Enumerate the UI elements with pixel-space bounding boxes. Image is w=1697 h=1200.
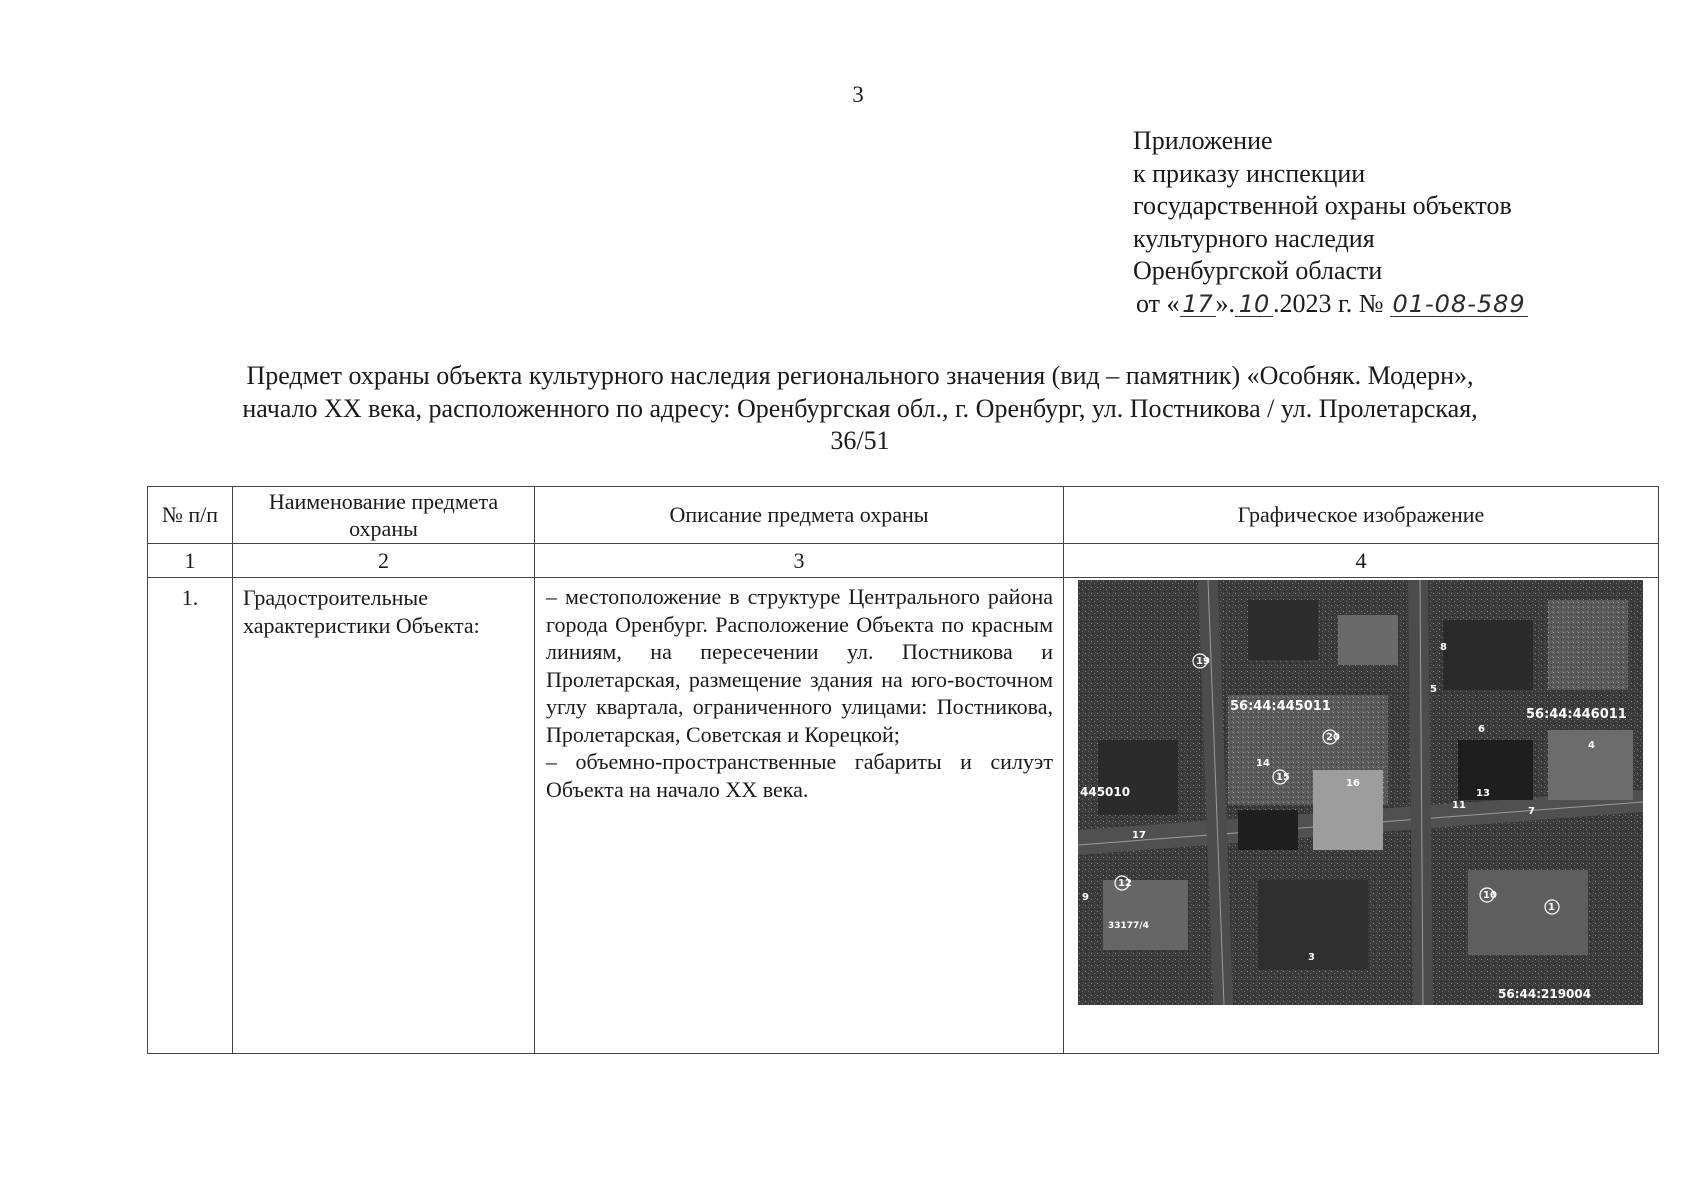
appendix-line: культурного наследия	[1133, 223, 1375, 253]
document-title	[150, 360, 1570, 458]
row-description	[535, 578, 1064, 1054]
header-no: № п/п	[148, 487, 233, 544]
order-line	[1136, 288, 1528, 321]
column-number: 1	[148, 544, 233, 578]
description-paragraph: – объемно-пространственные габариты и силуэт Объекта на начало XX века.	[546, 749, 1053, 802]
column-number: 3	[535, 544, 1064, 578]
order-month-handwritten: 10	[1235, 292, 1273, 317]
order-day-handwritten: 17	[1180, 292, 1216, 317]
building-number: 5	[1430, 684, 1437, 695]
building-number: 13	[1476, 788, 1490, 799]
building-number: 9	[1082, 892, 1089, 903]
building-number: 6	[1478, 724, 1485, 735]
page-number: 3	[852, 82, 864, 107]
header-name: Наименование предмета охраны	[233, 487, 535, 544]
building-number: 10	[1483, 890, 1497, 901]
aerial-map-image	[1078, 580, 1643, 1005]
title-line-3: 36/51	[830, 426, 890, 456]
column-number: 4	[1064, 544, 1659, 578]
building-number: 8	[1440, 642, 1447, 653]
protection-subject-table	[147, 486, 1659, 1054]
column-number: 2	[233, 544, 535, 578]
building-number: 17	[1132, 830, 1146, 841]
order-mid: ».	[1215, 288, 1236, 318]
building-number: 4	[1588, 740, 1595, 751]
appendix-line: Оренбургской области	[1133, 256, 1383, 286]
parcel-label: 56:44:219004	[1498, 987, 1592, 1001]
building-number: 16	[1346, 778, 1360, 789]
building-number: 12	[1118, 878, 1132, 889]
table-header-row	[148, 487, 1659, 544]
parcel-label: 56:44:446011	[1526, 707, 1627, 722]
appendix-line: к приказу инспекции	[1133, 158, 1366, 188]
row-name: Градостроительные характеристики Объекта:	[233, 578, 535, 1054]
row-image	[1064, 578, 1659, 1054]
description-paragraph: – местоположение в структуре Центрального района города Оренбург. Расположение Объекта по красным линиям, на пересечении ул. Постникова и Пролетарская, размещение здания на юго-восточном углу квартала, ограниченного улицами: Постникова, Пролетарская, Советская и Корецкой;	[546, 584, 1053, 747]
header-image: Графическое изображение	[1064, 487, 1659, 544]
title-line-1: Предмет охраны объекта культурного наследия регионального значения (вид – памятник) «Особняк. Модерн»,	[246, 361, 1474, 390]
parcel-label: 56:44:445011	[1230, 699, 1331, 714]
parcel-label: 445010	[1080, 785, 1131, 799]
building-number: 20	[1326, 732, 1340, 743]
building-number: 19	[1196, 656, 1210, 667]
building-number: 15	[1276, 772, 1290, 783]
building-number: 1	[1548, 902, 1555, 913]
order-number-handwritten: 01-08-589	[1390, 292, 1528, 317]
header-description: Описание предмета охраны	[535, 487, 1064, 544]
building-number: 14	[1256, 758, 1270, 769]
order-prefix: от «	[1136, 288, 1180, 318]
building-number: 11	[1452, 800, 1466, 811]
building-number: 7	[1528, 806, 1535, 817]
appendix-line: государственной охраны объектов	[1133, 191, 1512, 221]
building-number: 3	[1308, 952, 1315, 963]
parcel-label: 33177/4	[1108, 921, 1149, 931]
table-row	[148, 578, 1659, 1054]
appendix-block	[1133, 125, 1528, 321]
order-year: .2023 г. №	[1273, 288, 1384, 318]
column-number-row	[148, 544, 1659, 578]
appendix-line: Приложение	[1133, 126, 1273, 155]
row-no: 1.	[148, 578, 233, 1054]
title-line-2: начало XX века, расположенного по адресу: Оренбургская обл., г. Оренбург, ул. Постникова / ул. Пролетарская,	[242, 393, 1478, 423]
